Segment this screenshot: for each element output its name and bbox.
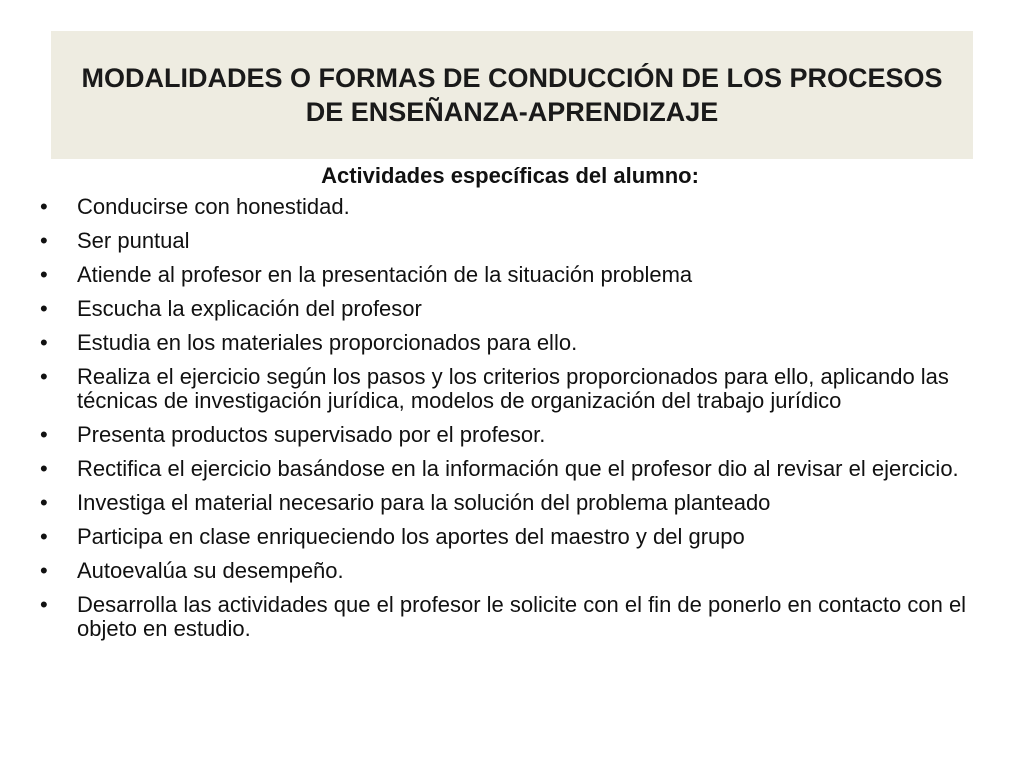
list-item <box>34 593 974 641</box>
bullet-icon: • <box>40 262 48 287</box>
list-item-text: Desarrolla las actividades que el profesor le solicite con el fin de ponerlo en contacto con el objeto en estudio. <box>77 592 967 641</box>
list-item-text: Realiza el ejercicio según los pasos y los criterios proporcionados para ello, aplicando las técnicas de investigación jurídica, modelos de organización del trabajo jurídico <box>77 364 949 413</box>
bullet-icon: • <box>40 592 48 617</box>
list-item <box>34 331 974 355</box>
bullet-icon: • <box>40 490 48 515</box>
list-item <box>34 229 974 253</box>
slide-body <box>34 160 974 651</box>
list-item <box>34 423 974 447</box>
list-item-text: Escucha la explicación del profesor <box>77 296 422 321</box>
bullet-icon: • <box>40 558 48 583</box>
activity-list <box>34 195 974 641</box>
list-item <box>34 525 974 549</box>
list-item-text: Autoevalúa su desempeño. <box>77 558 344 583</box>
list-item <box>34 559 974 583</box>
list-item-text: Rectifica el ejercicio basándose en la información que el profesor dio al revisar el ejercicio. <box>77 456 959 481</box>
bullet-icon: • <box>40 422 48 447</box>
list-item <box>34 365 974 413</box>
list-item-text: Ser puntual <box>77 228 190 253</box>
list-item <box>34 195 974 219</box>
bullet-icon: • <box>40 194 48 219</box>
bullet-icon: • <box>40 228 48 253</box>
list-item <box>34 457 974 481</box>
list-item-text: Investiga el material necesario para la solución del problema planteado <box>77 490 771 515</box>
bullet-icon: • <box>40 330 48 355</box>
slide-title: MODALIDADES O FORMAS DE CONDUCCIÓN DE LOS PROCESOS DE ENSEÑANZA-APRENDIZAJE <box>81 63 943 127</box>
section-subtitle: Actividades específicas del alumno: <box>321 163 699 188</box>
list-item-text: Conducirse con honestidad. <box>77 194 350 219</box>
bullet-icon: • <box>40 296 48 321</box>
bullet-icon: • <box>40 524 48 549</box>
bullet-icon: • <box>40 364 48 389</box>
list-item-text: Participa en clase enriqueciendo los aportes del maestro y del grupo <box>77 524 745 549</box>
list-item <box>34 263 974 287</box>
title-banner <box>51 31 973 159</box>
bullet-icon: • <box>40 456 48 481</box>
list-item-text: Estudia en los materiales proporcionados para ello. <box>77 330 578 355</box>
list-item <box>34 297 974 321</box>
list-item-text: Presenta productos supervisado por el profesor. <box>77 422 546 447</box>
list-item <box>34 491 974 515</box>
list-item-text: Atiende al profesor en la presentación de la situación problema <box>77 262 693 287</box>
